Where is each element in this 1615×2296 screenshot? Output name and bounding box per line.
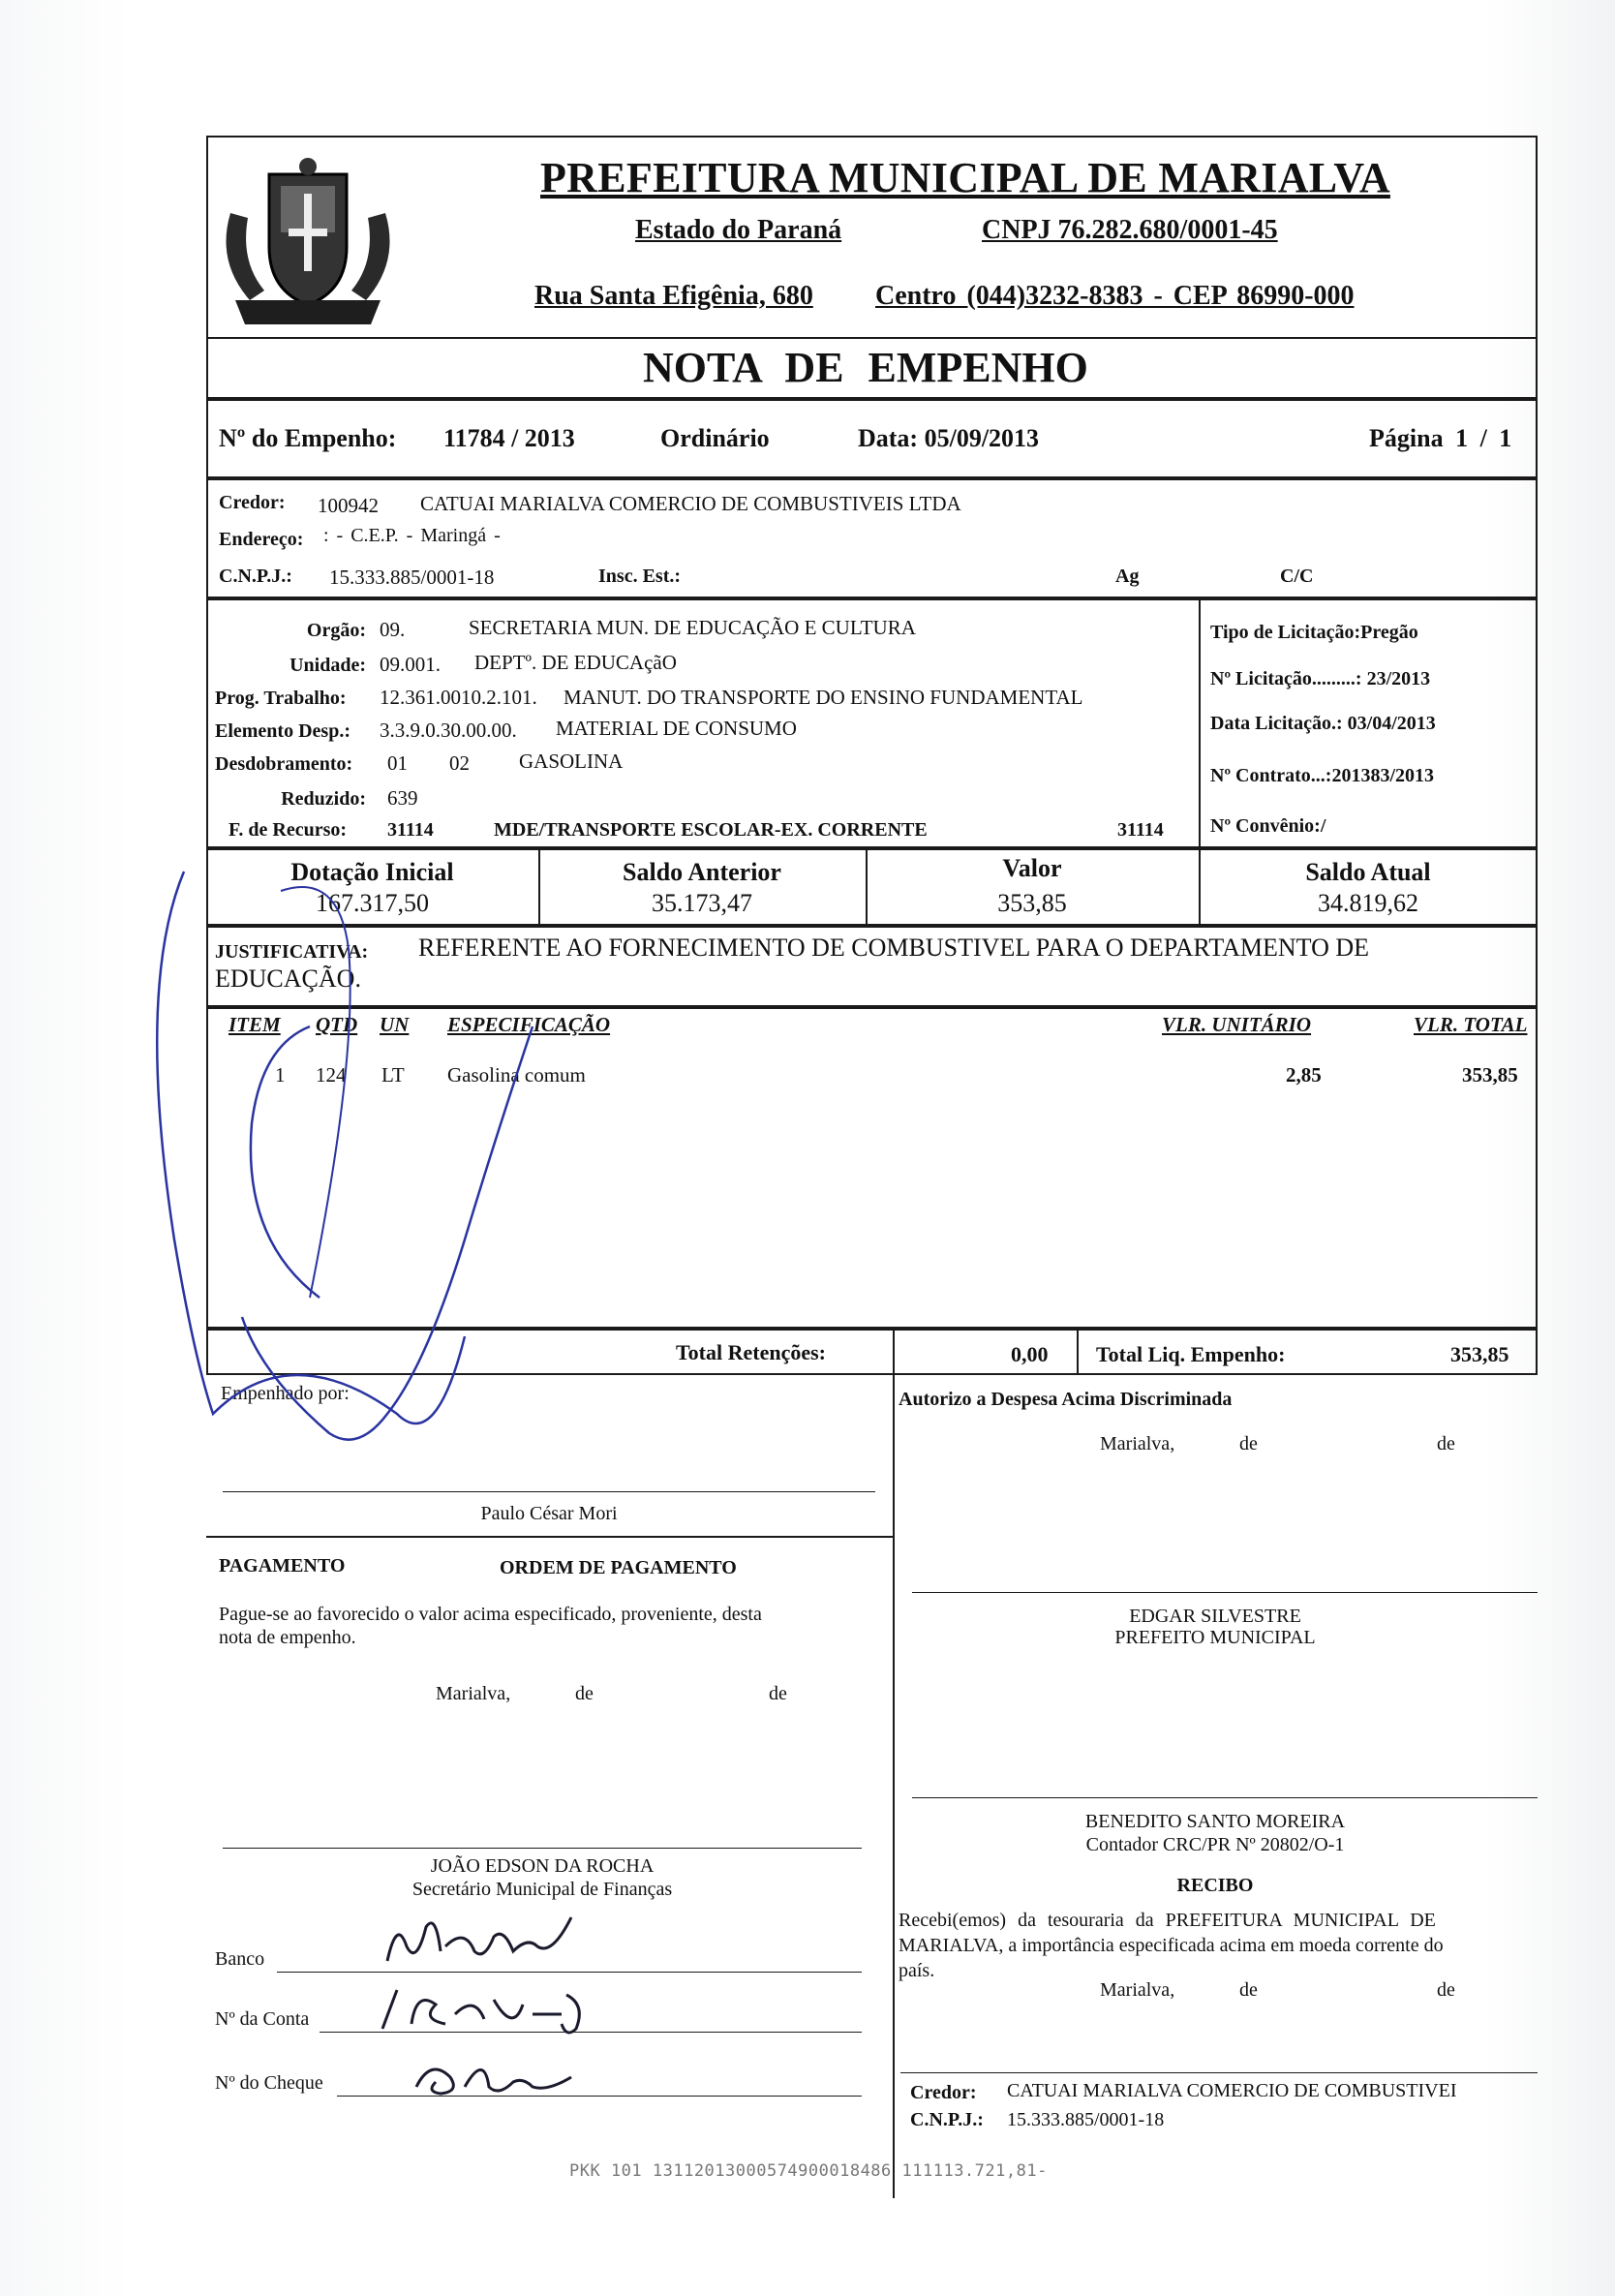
reduzido-value: 639 (387, 786, 418, 810)
autorizo-text: Autorizo a Despesa Acima Discriminada (899, 1389, 1233, 1410)
empenho-numero: 11784 / 2013 (443, 424, 575, 452)
credor-codigo: 100942 (318, 494, 379, 517)
handwritten-cheque (407, 2053, 581, 2101)
cc-label: C/C (1280, 566, 1314, 587)
empenho-label: Nº do Empenho: (219, 424, 397, 452)
elemento-label: Elemento Desp.: (215, 720, 350, 742)
ordem-pagamento: ORDEM DE PAGAMENTO (500, 1557, 737, 1578)
table-row-un: LT (381, 1063, 405, 1087)
dotacao-value: 167.317,50 (316, 889, 429, 917)
recibo-marialva: Marialva, (1100, 1979, 1175, 2001)
table-row-qtd: 124 (316, 1063, 347, 1087)
table-row-total: 353,85 (1462, 1063, 1518, 1087)
col-un: UN (380, 1013, 410, 1036)
endereco-label: Endereço: (219, 529, 304, 550)
endereco-value: : - C.E.P. - Maringá - (323, 525, 501, 546)
orgao-label: Orgão: (306, 620, 366, 641)
prog-label: Prog. Trabalho: (215, 688, 347, 709)
orgao-nome: SECRETARIA MUN. DE EDUCAÇÃO E CULTURA (469, 616, 916, 639)
handwritten-checkmark (145, 833, 552, 1472)
unidade-label: Unidade: (289, 655, 366, 676)
justificativa-texto: REFERENTE AO FORNECIMENTO DE COMBUSTIVEL PARA O DEPARTAMENTO DE (418, 934, 1370, 962)
recibo-de1: de (1239, 1979, 1258, 2001)
recurso-cod2: 31114 (1117, 819, 1164, 841)
elemento-nome: MATERIAL DE CONSUMO (556, 717, 797, 740)
retencoes-label: Total Retenções: (676, 1340, 826, 1364)
header-estado: Estado do Paraná (635, 215, 842, 245)
pagamento-marialva: Marialva, (436, 1683, 511, 1704)
saldo-atual-value: 34.819,62 (1318, 889, 1418, 917)
col-vlr-total: VLR. TOTAL (1414, 1013, 1528, 1036)
saldo-atual-label: Saldo Atual (1305, 858, 1431, 886)
col-qtd: QTD (316, 1013, 358, 1036)
recibo-cnpj-label: C.N.P.J.: (910, 2109, 984, 2130)
document-title: NOTA DE EMPENHO (643, 344, 1088, 391)
insc-est-label: Insc. Est.: (598, 566, 682, 587)
autorizo-de1: de (1239, 1433, 1258, 1454)
contador-cargo: Contador CRC/PR Nº 20802/O-1 (1085, 1834, 1345, 1855)
handwritten-conta-number (368, 1975, 600, 2043)
recibo-texto2: MARIALVA, a importância especificada acima em moeda corrente do (899, 1935, 1444, 1956)
numero-licitacao: Nº Licitação.........: 23/2013 (1210, 668, 1431, 689)
col-especificacao: ESPECIFICAÇÃO (447, 1013, 611, 1036)
total-liq-value: 353,85 (1450, 1342, 1509, 1366)
recibo-title: RECIBO (1176, 1875, 1254, 1896)
conta-label: Nº da Conta (215, 2008, 310, 2030)
credor-label: Credor: (219, 492, 286, 513)
dotacao-label: Dotação Inicial (290, 858, 454, 886)
pagamento-texto1: Pague-se ao favorecido o valor acima especificado, proveniente, desta (219, 1604, 762, 1625)
empenho-tipo: Ordinário (660, 424, 770, 452)
banco-label: Banco (215, 1948, 265, 1970)
recibo-texto3: país. (899, 1960, 935, 1981)
table-row-item: 1 (275, 1063, 286, 1087)
table-row-unit: 2,85 (1286, 1063, 1322, 1087)
reduzido-label: Reduzido: (281, 788, 366, 810)
recurso-cod: 31114 (387, 819, 434, 841)
recibo-de2: de (1437, 1979, 1455, 2001)
recibo-credor-nome: CATUAI MARIALVA COMERCIO DE COMBUSTIVEI (1007, 2080, 1457, 2101)
cheque-label: Nº do Cheque (215, 2072, 323, 2094)
handwritten-banco-signature (368, 1908, 591, 1975)
desdobramento-a: 01 (387, 751, 408, 775)
credor-cnpj: 15.333.885/0001-18 (329, 566, 495, 589)
recibo-credor-label: Credor: (910, 2082, 977, 2103)
data-licitacao: Data Licitação.: 03/04/2013 (1210, 713, 1436, 734)
coat-of-arms-logo (211, 155, 405, 339)
ag-label: Ag (1115, 566, 1140, 587)
col-vlr-unitario: VLR. UNITÁRIO (1162, 1013, 1312, 1036)
desdobramento-b: 02 (449, 751, 470, 775)
contador-nome: BENEDITO SANTO MOREIRA (1084, 1811, 1346, 1832)
autorizo-marialva: Marialva, (1100, 1433, 1175, 1454)
pagamento-de1: de (575, 1683, 594, 1704)
total-liq-label: Total Liq. Empenho: (1096, 1342, 1286, 1366)
empenho-pagina: Página 1 / 1 (1369, 424, 1512, 452)
valor-value: 353,85 (997, 889, 1067, 917)
pagamento-label: PAGAMENTO (219, 1555, 346, 1577)
valor-label: Valor (1002, 854, 1062, 882)
numero-contrato: Nº Contrato...:201383/2013 (1210, 765, 1435, 786)
cnpj-label: C.N.P.J.: (219, 566, 292, 587)
col-item: ITEM (229, 1013, 281, 1036)
desdobramento-nome: GASOLINA (519, 750, 624, 773)
saldo-anterior-value: 35.173,47 (652, 889, 752, 917)
credor-nome: CATUAI MARIALVA COMERCIO DE COMBUSTIVEIS LTDA (420, 492, 961, 515)
tipo-licitacao: Tipo de Licitação:Pregão (1210, 622, 1418, 643)
prog-cod: 12.361.0010.2.101. (380, 686, 537, 709)
empenhado-label: Empenhado por: (221, 1383, 350, 1404)
justificativa-label: JUSTIFICATIVA: (215, 941, 369, 963)
table-row-esp: Gasolina comum (447, 1063, 586, 1087)
empenho-data: Data: 05/09/2013 (858, 424, 1040, 452)
header-title: PREFEITURA MUNICIPAL DE MARIALVA (540, 154, 1390, 201)
header-centro: Centro (044)3232-8383 - CEP 86990-000 (875, 281, 1355, 311)
recibo-cnpj: 15.333.885/0001-18 (1007, 2109, 1165, 2130)
desdobramento-label: Desdobramento: (215, 753, 353, 775)
header-rua: Rua Santa Efigênia, 680 (534, 281, 813, 311)
empenhado-nome: Paulo César Mori (480, 1503, 618, 1524)
recurso-nome: MDE/TRANSPORTE ESCOLAR-EX. CORRENTE (494, 819, 928, 841)
footer-code: PKK 101 13112013000574900018486 111113.721,81- (569, 2161, 1048, 2181)
secretario-cargo: Secretário Municipal de Finanças (411, 1879, 673, 1900)
unidade-nome: DEPTº. DE EDUCAçãO (474, 651, 677, 674)
justificativa-texto2: EDUCAÇÃO. (215, 964, 361, 993)
elemento-cod: 3.3.9.0.30.00.00. (380, 719, 517, 742)
pagamento-texto2: nota de empenho. (219, 1627, 356, 1648)
header-cnpj: CNPJ 76.282.680/0001-45 (982, 215, 1278, 245)
unidade-cod: 09.001. (380, 653, 441, 676)
numero-convenio: Nº Convênio:/ (1210, 815, 1326, 837)
orgao-cod: 09. (380, 618, 406, 641)
retencoes-value: 0,00 (1011, 1342, 1049, 1366)
secretario-nome: JOÃO EDSON DA ROCHA (430, 1855, 655, 1877)
prefeito-nome: EDGAR SILVESTRE (1129, 1606, 1301, 1627)
saldo-anterior-label: Saldo Anterior (623, 858, 781, 886)
recibo-texto1: Recebi(emos) da tesouraria da PREFEITURA MUNICIPAL DE (899, 1910, 1436, 1931)
pagamento-de2: de (769, 1683, 787, 1704)
prefeito-cargo: PREFEITO MUNICIPAL (1114, 1627, 1316, 1648)
prog-nome: MANUT. DO TRANSPORTE DO ENSINO FUNDAMENTAL (564, 686, 1083, 709)
recurso-label: F. de Recurso: (229, 819, 348, 841)
autorizo-de2: de (1437, 1433, 1455, 1454)
